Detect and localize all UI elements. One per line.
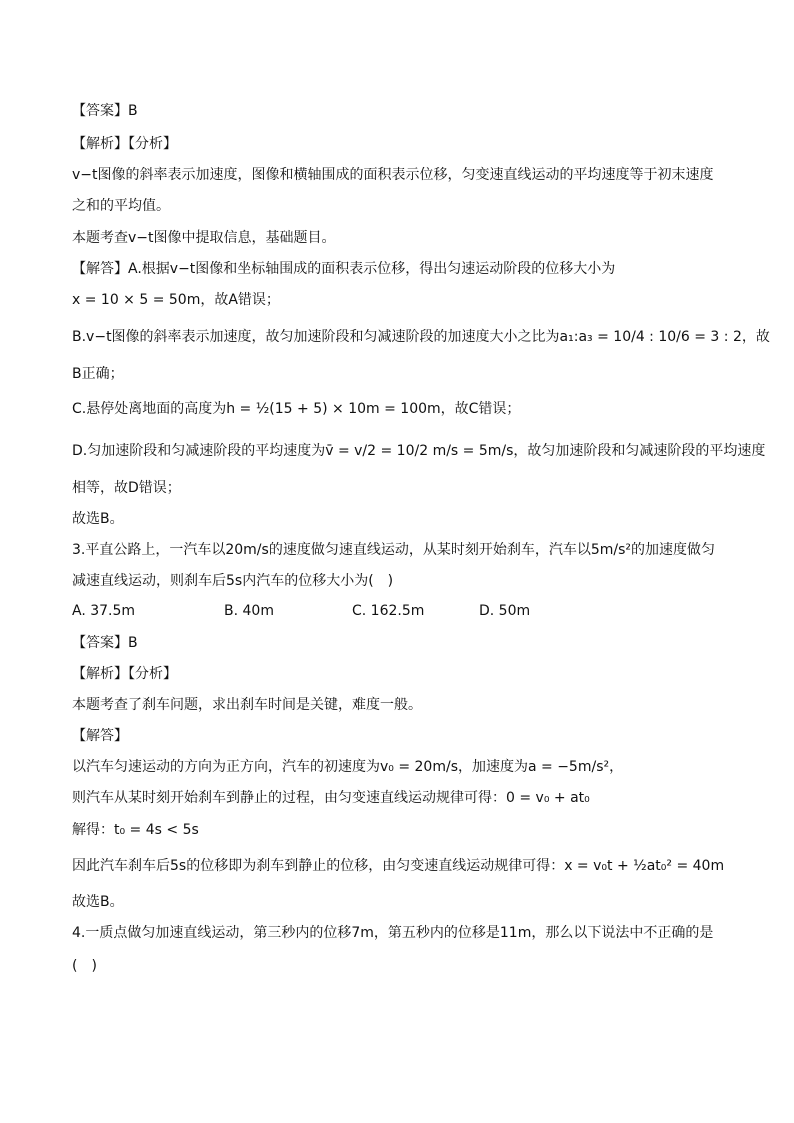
answer-line: 【答案】B	[72, 635, 138, 651]
option-b: B. 40m	[224, 603, 274, 619]
analysis-heading: 【解析】【分析】	[72, 666, 177, 682]
analysis-text: 本题考查v−t图像中提取信息，基础题目。	[72, 230, 336, 246]
analysis-text: v−t图像的斜率表示加速度，图像和横轴围成的面积表示位移，匀变速直线运动的平均速度等于初末速度	[72, 167, 714, 183]
solution-text: C.悬停处离地面的高度为h = ½(15 + 5) × 10m = 100m，故C错误；	[72, 401, 521, 417]
solution-text: B.v−t图像的斜率表示加速度，故匀加速阶段和匀减速阶段的加速度大小之比为a₁:a₃ = 10/4 : 10/6 = 3 : 2，故	[72, 329, 770, 345]
analysis-heading: 【解析】【分析】	[72, 136, 177, 152]
solution-heading: 【解答】	[72, 728, 128, 744]
solution-text: B正确；	[72, 366, 124, 382]
solution-text: 解得：t₀ = 4s < 5s	[72, 822, 199, 838]
question-4-text: 4.一质点做匀加速直线运动，第三秒内的位移7m，第五秒内的位移是11m，那么以下说法中不正确的是	[72, 925, 714, 941]
analysis-text: 本题考查了刹车问题，求出刹车时间是关键，难度一般。	[72, 697, 422, 713]
solution-text: 则汽车从某时刻开始刹车到静止的过程，由匀变速直线运动规律可得：0 = v₀ + at₀	[72, 790, 590, 806]
solution-text: 以汽车匀速运动的方向为正方向，汽车的初速度为v₀ = 20m/s，加速度为a = −5m/s²，	[72, 759, 624, 775]
solution-text: 【解答】A.根据v−t图像和坐标轴围成的面积表示位移，得出匀速运动阶段的位移大小为	[72, 261, 616, 277]
question-4-text: ( )	[72, 958, 97, 974]
solution-text: x = 10 × 5 = 50m，故A错误；	[72, 292, 280, 308]
answer-line: 【答案】B	[72, 103, 138, 119]
conclusion-line: 故选B。	[72, 511, 124, 527]
solution-text: 相等，故D错误；	[72, 480, 181, 496]
option-d: D. 50m	[479, 603, 531, 619]
option-a: A. 37.5m	[72, 603, 136, 619]
conclusion-line: 故选B。	[72, 894, 124, 910]
option-c: C. 162.5m	[352, 603, 425, 619]
analysis-text: 之和的平均值。	[72, 198, 170, 214]
solution-text: D.匀加速阶段和匀减速阶段的平均速度为v̄ = v/2 = 10/2 m/s = 5m/s，故匀加速阶段和匀减速阶段的平均速度	[72, 443, 766, 459]
question-3-text: 减速直线运动，则刹车后5s内汽车的位移大小为( )	[72, 573, 394, 589]
question-3-text: 3.平直公路上，一汽车以20m/s的速度做匀速直线运动，从某时刻开始刹车，汽车以5m/s²的加速度做匀	[72, 542, 715, 558]
solution-text: 因此汽车刹车后5s的位移即为刹车到静止的位移，由匀变速直线运动规律可得：x = v₀t + ½at₀² = 40m	[72, 858, 725, 874]
